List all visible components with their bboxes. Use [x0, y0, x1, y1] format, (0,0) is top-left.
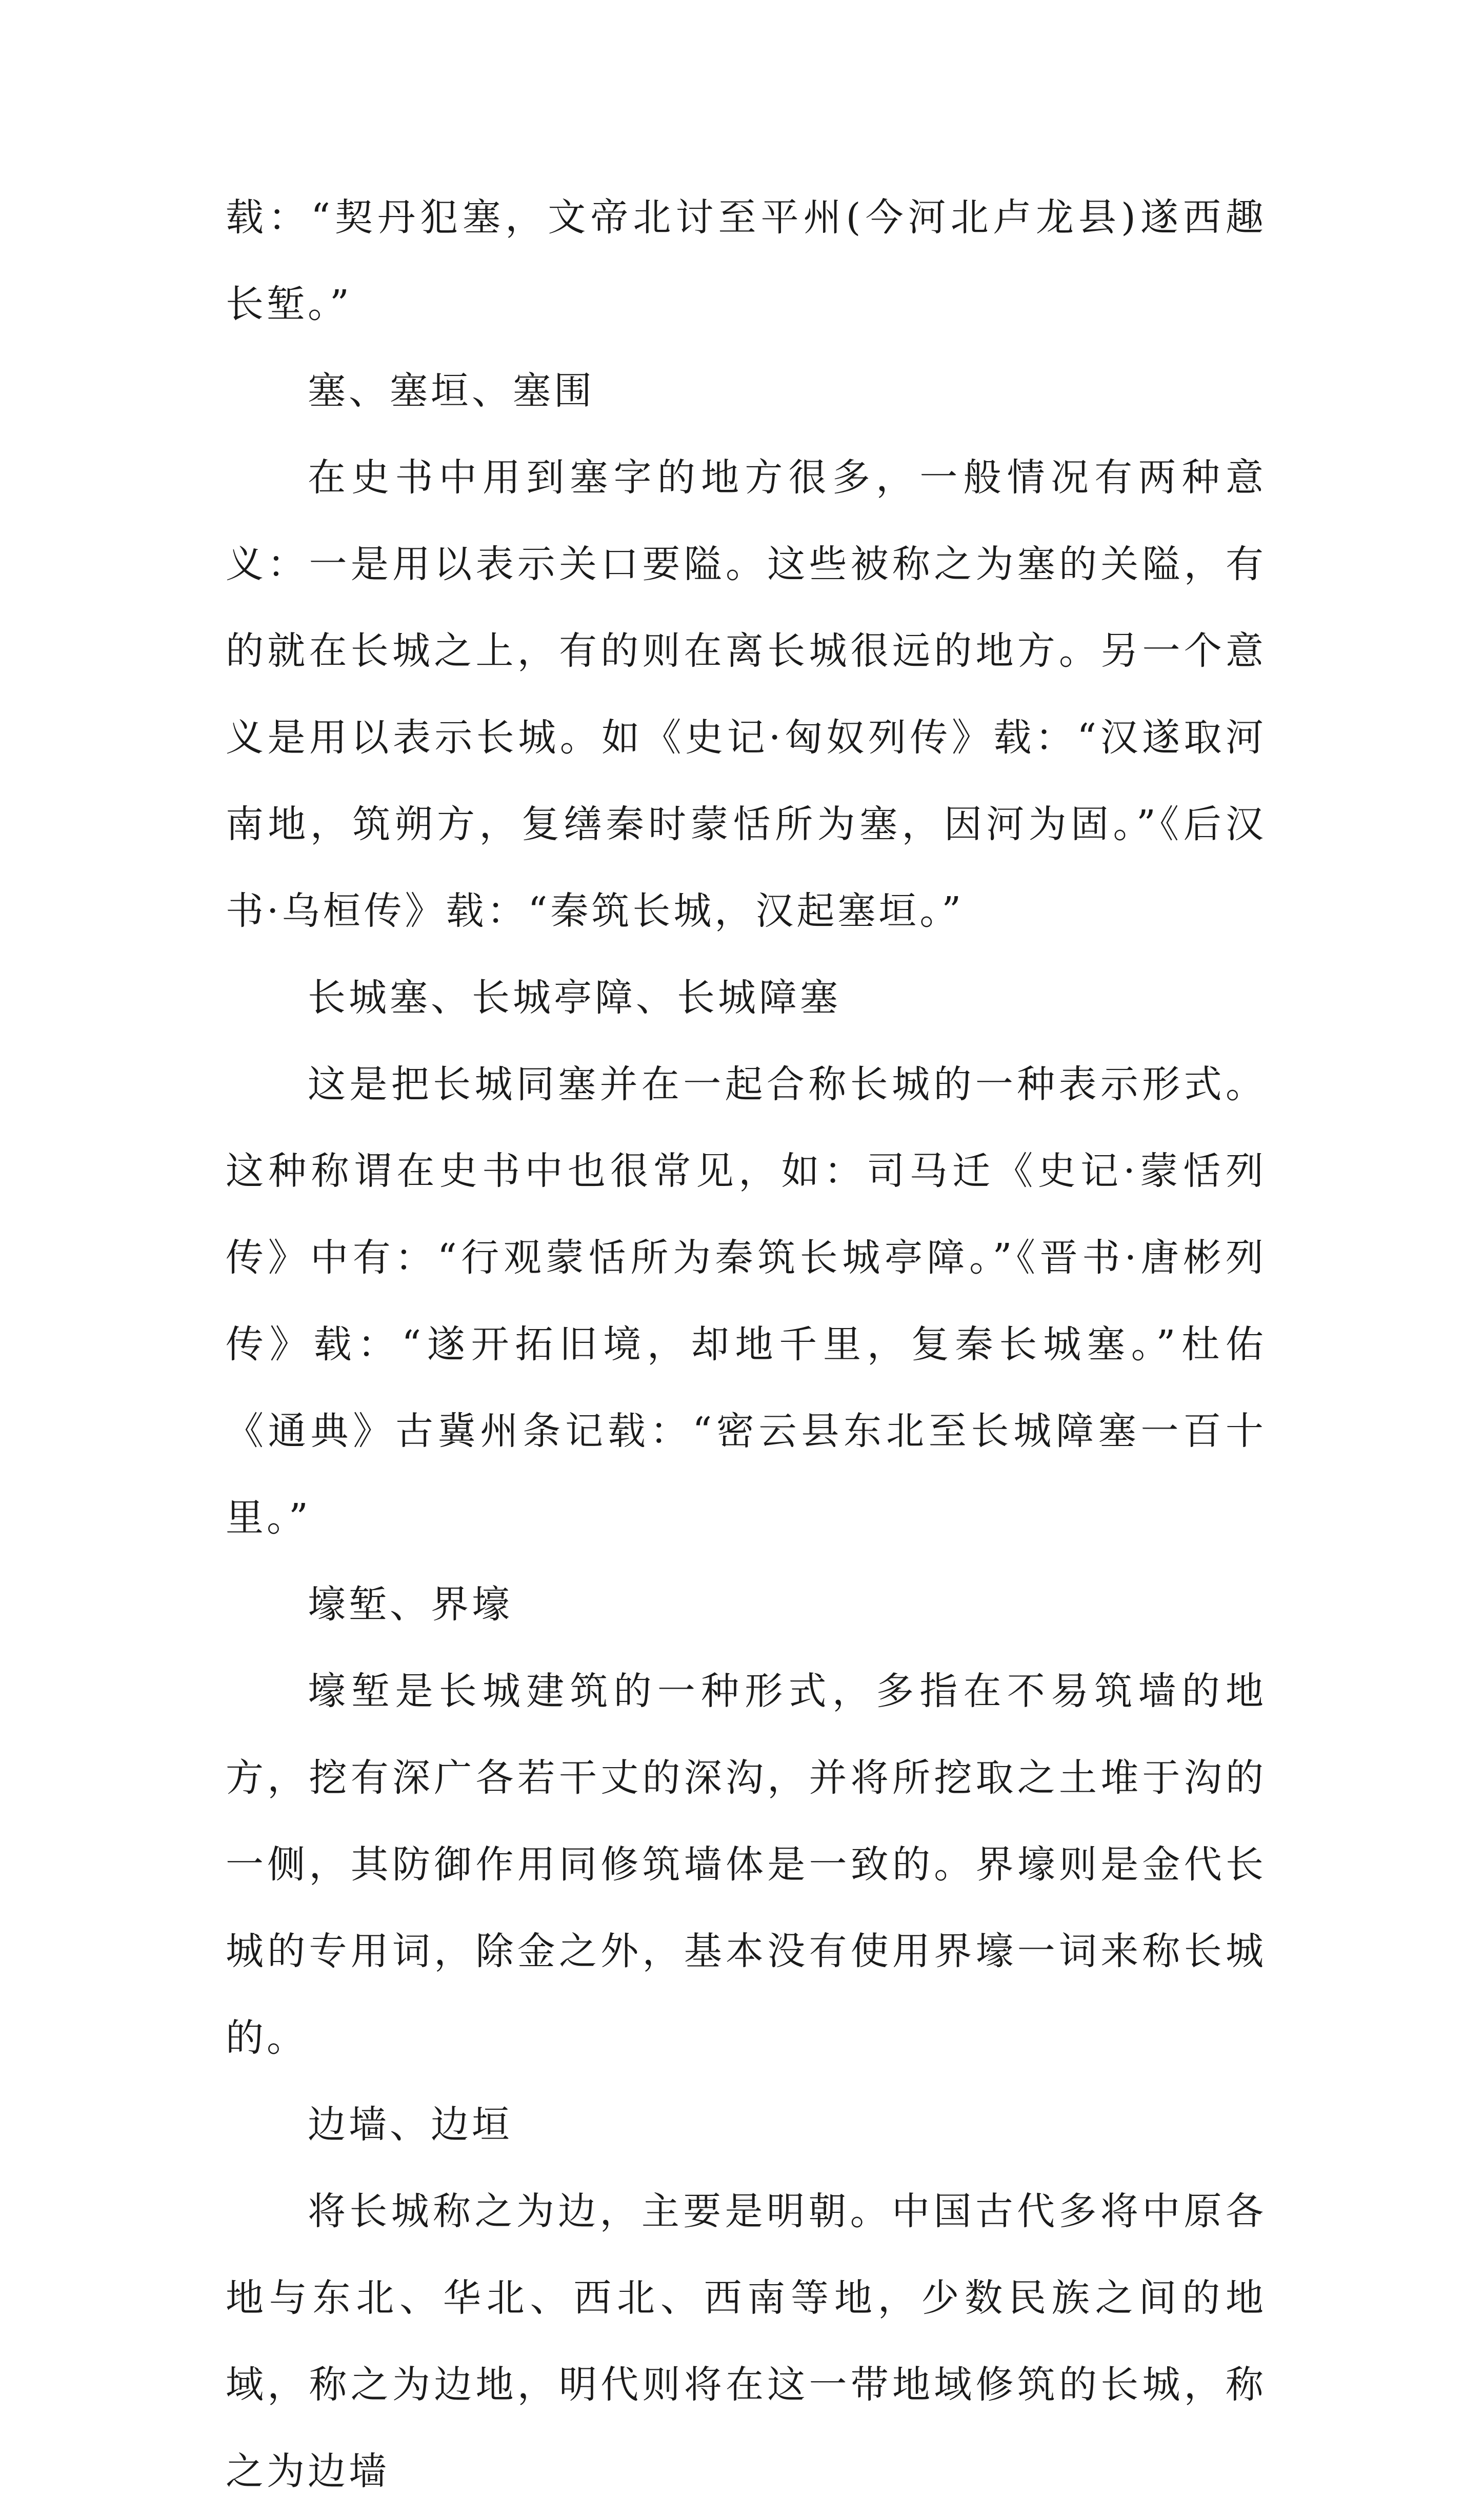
paragraph-bianqiang: 将长城称之为边，主要是明朝。中国古代多将中原各地与东北、华北、西北、西南等地，少数民族之间的地域，称之为边地，明代则将在这一带地域修筑的长城，称之为边墙: [226, 2189, 1267, 2493]
document-body: [226, 174, 1267, 2515]
paragraph-sai: 在史书中用到塞字的地方很多，一般情况有两种意义：一是用以表示关口要隘。这些被称之为塞的关隘，有的就在长城之上，有的则在离长城很远的地方。另一个意义是用以表示长城。如《史记·匈奴列传》载：“汉遂取河南地，筑朔方，复缮秦时蒙恬所为塞，因河为固。”《后汉书·乌桓传》载：“秦筑长城，汉起塞垣。”: [226, 456, 1267, 933]
paragraph-haoqian: 壕堑是长城建筑的一种形式，多指在不易筑墙的地方，挖有深广各若干丈的深沟，并将所挖取之土堆于沟的一侧，其防御作用同修筑墙体是一致的。界壕则是金代长城的专用词，除金之外，基本没有使用界壕一词来称长城的。: [226, 1669, 1267, 2060]
section-heading-changchengsai: 长城塞、长城亭障、长城障塞: [308, 976, 841, 1020]
section-heading-haoqian: 壕堑、界壕: [308, 1582, 513, 1627]
paragraph-continuation: 载：“契丹犯塞，文帝北讨至平州(今河北卢龙县)遂西趣长堑。”: [226, 195, 1267, 326]
paragraph-changchengsai: 这是把长城同塞并在一起合称长城的一种表示形式。这种称谓在史书中也很常见，如：司马迁《史记·蒙恬列传》中有：“行观蒙恬所为秦筑长城亭障。”《晋书·唐彬列传》载：“遂开拓旧境，却地千里，复秦长城塞。”杜佑《通典》古冀州条记载：“密云县东北至长城障塞一百十里。”: [226, 1062, 1267, 1540]
section-heading-bianqiang: 边墙、边垣: [308, 2103, 513, 2147]
section-heading-sai: 塞、塞垣、塞围: [308, 369, 595, 413]
